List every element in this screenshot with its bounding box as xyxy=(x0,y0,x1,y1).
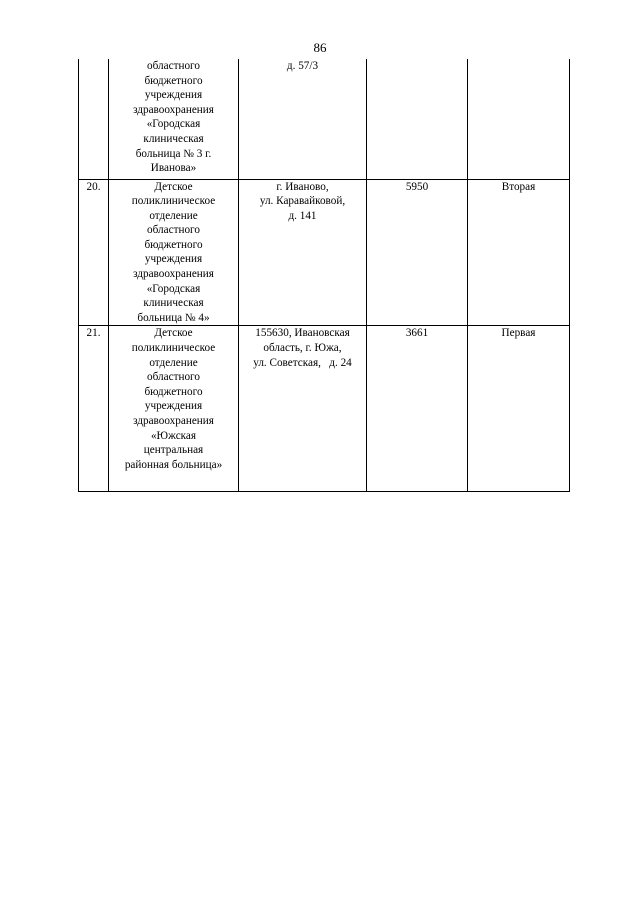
institution-name-cell xyxy=(109,179,239,326)
name-line: поликлиническое xyxy=(131,342,216,355)
name-line: здравоохранения xyxy=(133,415,214,427)
table-row xyxy=(79,179,570,326)
name-line: учреждения xyxy=(144,253,203,266)
address-line: область, г. Южа, xyxy=(263,342,342,355)
address-cell xyxy=(239,326,367,492)
address-cell xyxy=(239,179,367,326)
name-line: учреждения xyxy=(144,400,203,413)
address-line: 155630, Ивановская xyxy=(255,327,350,340)
name-line: поликлиническое xyxy=(131,195,216,208)
table-row xyxy=(79,326,570,492)
name-line: здравоохранения xyxy=(133,103,214,116)
name-line: центральная xyxy=(143,444,204,457)
address-cell xyxy=(239,59,367,179)
name-line: Иванова» xyxy=(150,162,197,175)
name-line: бюджетного xyxy=(144,238,203,251)
name-line: «Городская xyxy=(146,118,201,131)
name-line: областного xyxy=(147,60,200,72)
name-line: клиническая xyxy=(143,297,204,310)
page-number: 86 xyxy=(313,40,327,55)
count-cell xyxy=(367,59,468,179)
name-line: Детское xyxy=(154,327,193,340)
name-line: здравоохранения xyxy=(133,268,214,281)
name-line: отделение xyxy=(149,356,198,369)
name-line: бюджетного xyxy=(144,385,203,398)
institutions-table xyxy=(78,59,570,492)
name-line: клиническая xyxy=(143,132,204,145)
name-line: отделение xyxy=(149,209,198,222)
name-line: областного xyxy=(147,371,200,384)
institution-name-cell xyxy=(109,326,239,492)
address-line: д. 57/3 xyxy=(286,60,319,72)
row-number-cell: 20. xyxy=(79,179,109,326)
address-line: д. 141 xyxy=(288,209,317,222)
name-line: районная больница» xyxy=(124,458,223,471)
name-line: бюджетного xyxy=(144,74,203,87)
name-line: «Южская xyxy=(150,429,197,442)
name-line: учреждения xyxy=(144,89,203,102)
table-row xyxy=(79,59,570,179)
count-cell: 5950 xyxy=(367,179,468,326)
institution-name-cell xyxy=(109,59,239,179)
name-line: больница № 3 г. xyxy=(135,147,212,160)
count-cell: 3661 xyxy=(367,326,468,492)
name-line: Детское xyxy=(154,180,193,193)
category-cell xyxy=(468,59,570,179)
address-line: г. Иваново, xyxy=(276,180,329,193)
address-line: ул. Советская, д. 24 xyxy=(253,356,352,369)
name-line: «Городская xyxy=(146,282,201,295)
table-body xyxy=(79,59,570,492)
name-line: областного xyxy=(147,224,200,237)
category-cell: Вторая xyxy=(468,179,570,326)
row-number-cell: 21. xyxy=(79,326,109,492)
address-line: ул. Каравайковой, xyxy=(259,195,346,208)
name-line: больница № 4» xyxy=(137,311,210,324)
row-number-cell xyxy=(79,59,109,179)
category-cell: Первая xyxy=(468,326,570,492)
